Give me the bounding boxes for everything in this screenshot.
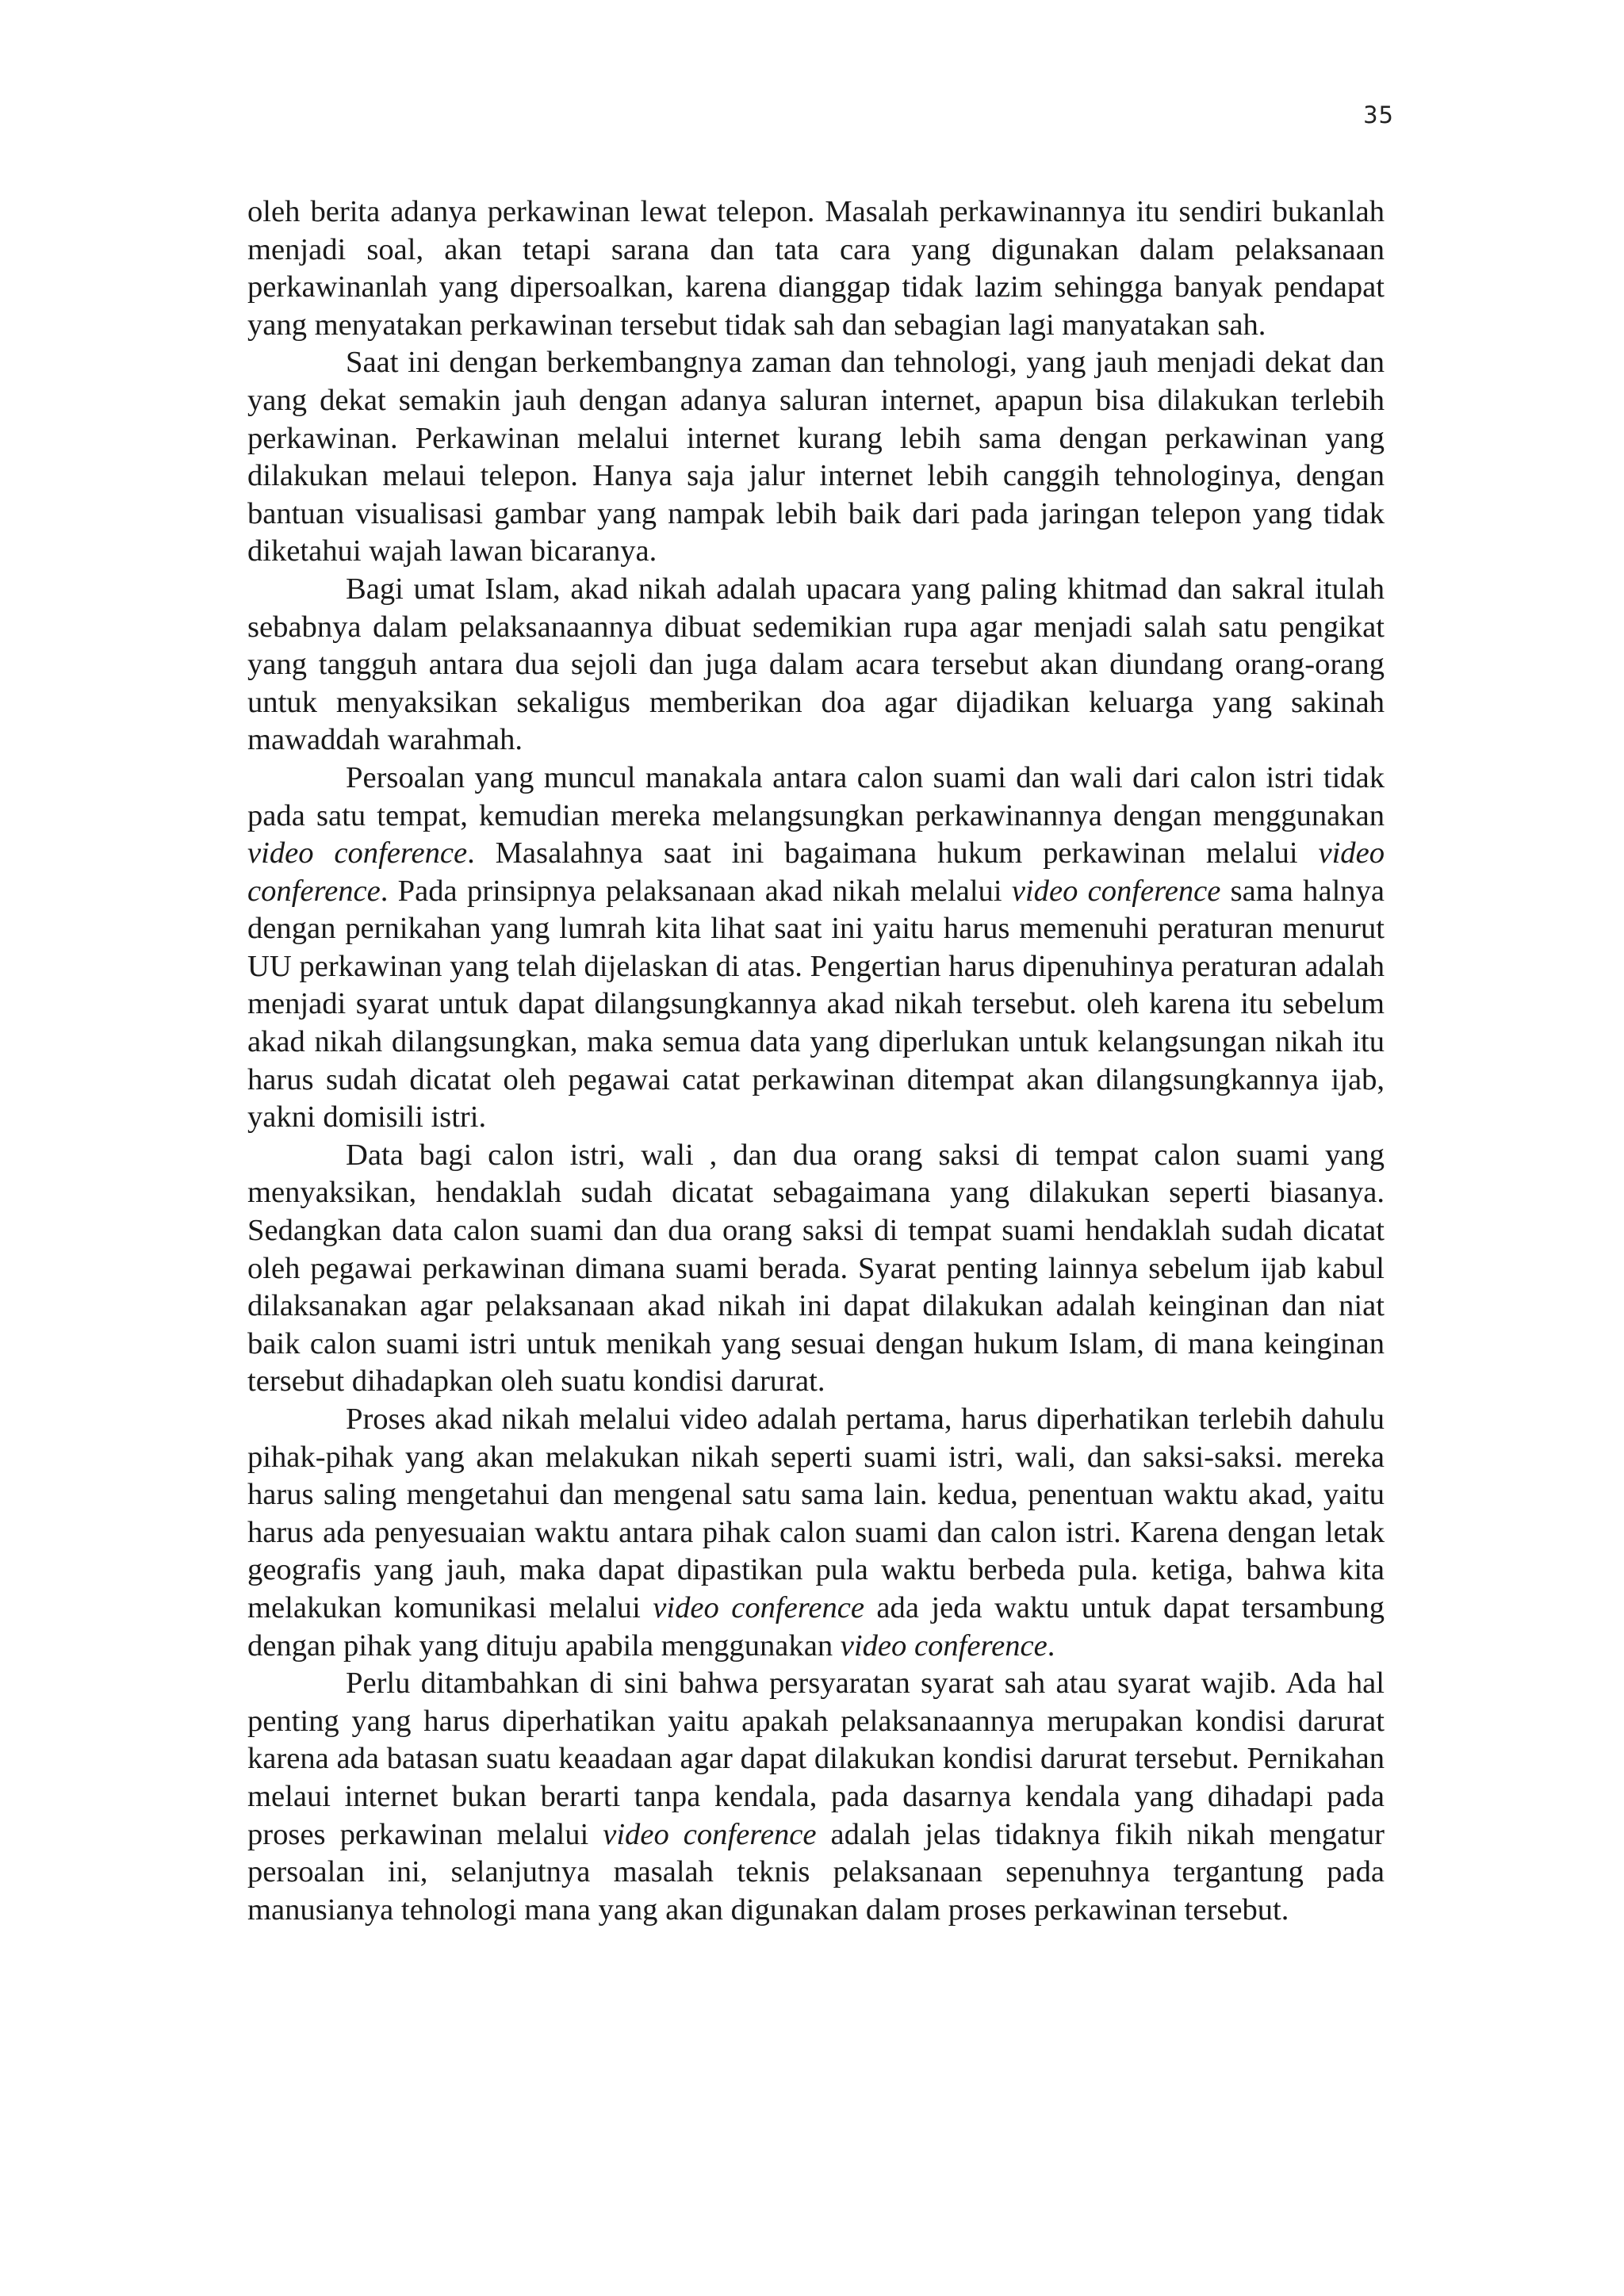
text-segment: Proses akad nikah melalui video adalah pertama, harus diperhatikan terlebih dahulu pihak-pihak yang akan melakukan nikah seperti suami istri, wali, dan saksi-saksi. mereka harus saling mengetahui dan mengenal satu sama lain. kedua, penentuan waktu akad, yaitu harus ada penyesuaian waktu antara pihak calon suami dan calon istri. Karena dengan letak geografis yang jauh, maka dapat dipastikan pula waktu berbeda pula. ketiga, bahwa kita melakukan komunikasi melalui: [247, 1402, 1385, 1624]
paragraph-2: [247, 344, 1385, 571]
text-segment: . Pada prinsipnya pelaksanaan akad nikah melalui: [380, 874, 1012, 908]
text-segment: adalah jelas tidaknya fikih nikah mengatur persoalan ini, selanjutnya masalah teknis pelaksanaan sepenuhnya tergantung pada manusianya tehnologi mana yang akan digunakan dalam proses perkawinan tersebut.: [247, 1817, 1385, 1927]
italic-term: video conference: [247, 836, 468, 871]
paragraph-6: [247, 1401, 1385, 1665]
text-segment: Bagi umat Islam, akad nikah adalah upacara yang paling khitmad dan sakral itulah sebabnya dalam pelaksanaannya dibuat sedemikian rupa agar menjadi salah satu pengikat yang tangguh antara dua sejoli dan juga dalam acara tersebut akan diundang orang-orang untuk menyaksikan sekaligus memberikan doa agar dijadikan keluarga yang sakinah mawaddah warahmah.: [247, 572, 1385, 757]
text-segment: Data bagi calon istri, wali , dan dua orang saksi di tempat calon suami yang menyaksikan, hendaklah sudah dicatat sebagaimana yang dilakukan seperti biasanya. Sedangkan data calon suami dan dua orang saksi di tempat suami hendaklah sudah dicatat oleh pegawai perkawinan dimana suami berada. Syarat penting lainnya sebelum ijab kabul dilaksanakan agar pelaksanaan akad nikah ini dapat dilakukan adalah keinginan dan niat baik calon suami istri untuk menikah yang sesuai dengan hukum Islam, di mana keinginan tersebut dihadapkan oleh suatu kondisi darurat.: [247, 1138, 1385, 1399]
text-segment: oleh berita adanya perkawinan lewat telepon. Masalah perkawinannya itu sendiri bukanlah menjadi soal, akan tetapi sarana dan tata cara yang digunakan dalam pelaksanaan perkawinanlah yang dipersoalkan, karena dianggap tidak lazim sehingga banyak pendapat yang menyatakan perkawinan tersebut tidak sah dan sebagian lagi manyatakan sah.: [247, 195, 1385, 342]
text-segment: Perlu ditambahkan di sini bahwa persyaratan syarat sah atau syarat wajib. Ada hal penting yang harus diperhatikan yaitu apakah pelaksanaannya merupakan kondisi darurat karena ada batasan suatu keaadaan agar dapat dilakukan kondisi darurat tersebut. Pernikahan melaui internet bukan berarti tanpa kendala, pada dasarnya kendala yang dihadapi pada proses perkawinan melalui: [247, 1667, 1385, 1851]
text-segment: sama halnya dengan pernikahan yang lumrah kita lihat saat ini yaitu harus memenuhi peraturan menurut UU perkawinan yang telah dijelaskan di atas. Pengertian harus dipenuhinya peraturan adalah menjadi syarat untuk dapat dilangsungkannya akad nikah tersebut. oleh karena itu sebelum akad nikah dilangsungkan, maka semua data yang diperlukan untuk kelangsungan nikah itu harus sudah dicatat oleh pegawai catat perkawinan ditempat akan dilangsungkannya ijab, yakni domisili istri.: [247, 874, 1385, 1135]
italic-term: video conference: [653, 1590, 864, 1624]
paragraph-5: [247, 1137, 1385, 1401]
text-segment: .: [1047, 1628, 1055, 1663]
paragraph-1: [247, 193, 1385, 344]
italic-term: video conference: [247, 836, 1385, 908]
text-segment: ada jeda waktu untuk dapat tersambung dengan pihak yang dituju apabila menggunakan: [247, 1590, 1385, 1663]
body-text: [247, 193, 1385, 1929]
italic-term: video conference: [603, 1817, 817, 1851]
italic-term: video conference: [840, 1628, 1048, 1663]
paragraph-3: [247, 571, 1385, 760]
text-segment: Persoalan yang muncul manakala antara calon suami dan wali dari calon istri tidak pada satu tempat, kemudian mereka melangsungkan perkawinannya dengan menggunakan: [247, 760, 1385, 832]
italic-term: video conference: [1011, 874, 1221, 908]
paragraph-7: [247, 1665, 1385, 1929]
text-segment: . Masalahnya saat ini bagaimana hukum perkawinan melalui: [467, 836, 1319, 871]
page-number: 35: [1363, 101, 1394, 128]
paragraph-4: [247, 760, 1385, 1137]
text-segment: Saat ini dengan berkembangnya zaman dan tehnologi, yang jauh menjadi dekat dan yang dekat semakin jauh dengan adanya saluran internet, apapun bisa dilakukan terlebih perkawinan. Perkawinan melalui internet kurang lebih sama dengan perkawinan yang dilakukan melaui telepon. Hanya saja jalur internet lebih canggih tehnologinya, dengan bantuan visualisasi gambar yang nampak lebih baik dari pada jaringan telepon yang tidak diketahui wajah lawan bicaranya.: [247, 346, 1385, 568]
